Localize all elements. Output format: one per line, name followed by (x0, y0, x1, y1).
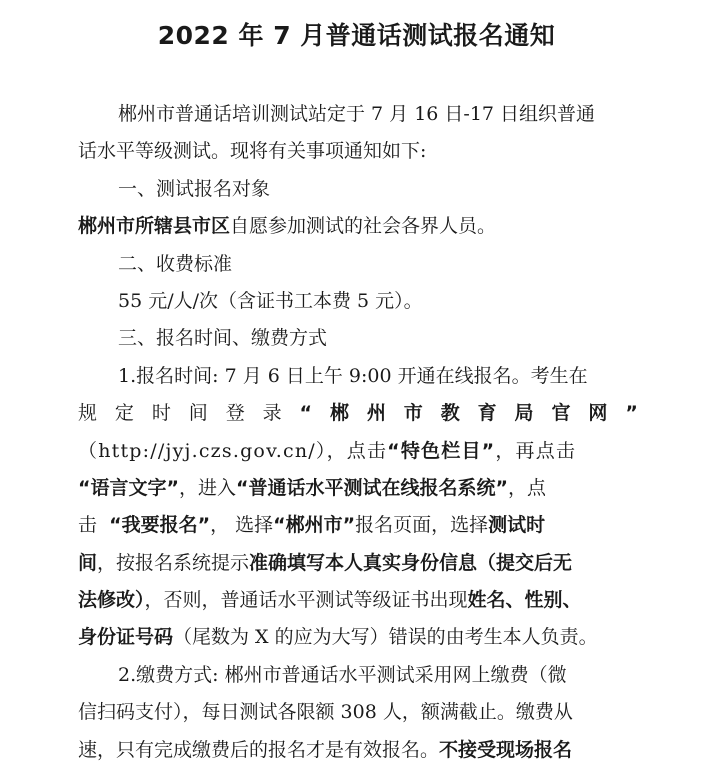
paragraph-line (78, 433, 638, 470)
paragraph-line: 郴州市普通话培训测试站定于 7 月 16 日-17 日组织普通 (118, 103, 596, 125)
text-segment: 间 (188, 402, 208, 425)
bold-text: 身份证号码 (78, 626, 174, 649)
paragraph-line (78, 582, 638, 619)
text-segment: ，点 (507, 476, 546, 499)
bold-text: 不接受现场报名 (439, 738, 573, 761)
bold-text: 官 (551, 402, 571, 425)
website-url-text: （http://jyj.czs.gov.cn/），点击 (78, 439, 388, 462)
section-heading: 三、报名时间、缴费方式 (118, 327, 328, 350)
section-heading: 二、收费标准 (118, 252, 233, 275)
bold-text: “郴州市” (273, 514, 356, 537)
bold-text: “语言文字” (78, 476, 179, 499)
paragraph-line (78, 619, 638, 656)
bold-text: 教 (440, 402, 460, 425)
text-segment: ，否则，普通话水平测试等级证书出现 (144, 589, 468, 612)
text-segment: （尾数为 X 的应为大写）错误的由考生本人负责。 (173, 626, 598, 649)
bold-text: 间 (78, 551, 98, 574)
bold-text: 测试时 (488, 514, 546, 537)
paragraph-line (78, 545, 638, 582)
paragraph-line (78, 732, 638, 769)
text-segment: 报名页面，选择 (355, 514, 489, 537)
text-segment: 登 (225, 402, 245, 425)
text-segment: ，再点击 (495, 439, 577, 462)
bold-text: “ (299, 402, 313, 425)
text-segment: ， 选择 (210, 514, 274, 537)
bold-text: 育 (477, 402, 497, 425)
text-segment: 定 (114, 402, 134, 425)
paragraph-line (78, 470, 638, 507)
bold-text: “我要报名” (109, 514, 211, 537)
text-segment: 自愿参加测试的社会各界人员。 (230, 215, 497, 238)
paragraph-line (78, 395, 638, 432)
text-segment: 速，只有完成缴费后的报名才是有效报名。 (78, 738, 440, 761)
bold-text: 准确填写本人真实身份信息（提交后无 (249, 551, 573, 574)
paragraph-line: 2.缴费方式: 郴州市普通话水平测试采用网上缴费（微 (118, 663, 567, 686)
text-segment: ，进入 (178, 476, 236, 499)
paragraph-line (78, 507, 638, 544)
bold-text: “普通话水平测试在线报名系统” (236, 476, 508, 499)
bold-text: 局 (514, 402, 534, 425)
bold-text: ” (625, 402, 638, 425)
page-title: 2022 年 7 月普通话测试报名通知 (157, 21, 556, 50)
bold-text: 网 (588, 402, 608, 425)
paragraph-line: 信扫码支付），每日测试各限额 308 人，额满截止。缴费从 (78, 701, 573, 724)
text-segment: 时 (151, 402, 171, 425)
paragraph-line (78, 208, 638, 245)
notice-body (78, 96, 638, 769)
bold-text: 市 (403, 402, 423, 425)
text-segment: 规 (78, 402, 98, 425)
bold-text: 郴 (329, 402, 349, 425)
bold-text: 姓名、性别、 (467, 589, 582, 612)
text-segment: 击 (78, 514, 98, 537)
text-segment: ，按报名系统提示 (97, 551, 250, 574)
bold-text: 法修改） (78, 589, 145, 612)
paragraph-line: 1.报名时间: 7 月 6 日上午 9:00 开通在线报名。考生在 (118, 364, 588, 387)
bold-text: 州 (366, 402, 386, 425)
bold-text: “特色栏目” (387, 439, 496, 462)
paragraph-line: 55 元/人/次（含证书工本费 5 元）。 (118, 289, 423, 312)
paragraph-line: 话水平等级测试。现将有关事项通知如下: (78, 140, 427, 163)
text-segment: 录 (262, 402, 282, 425)
section-heading: 一、测试报名对象 (118, 177, 271, 200)
bold-text: 郴州市所辖县市区 (78, 215, 231, 238)
